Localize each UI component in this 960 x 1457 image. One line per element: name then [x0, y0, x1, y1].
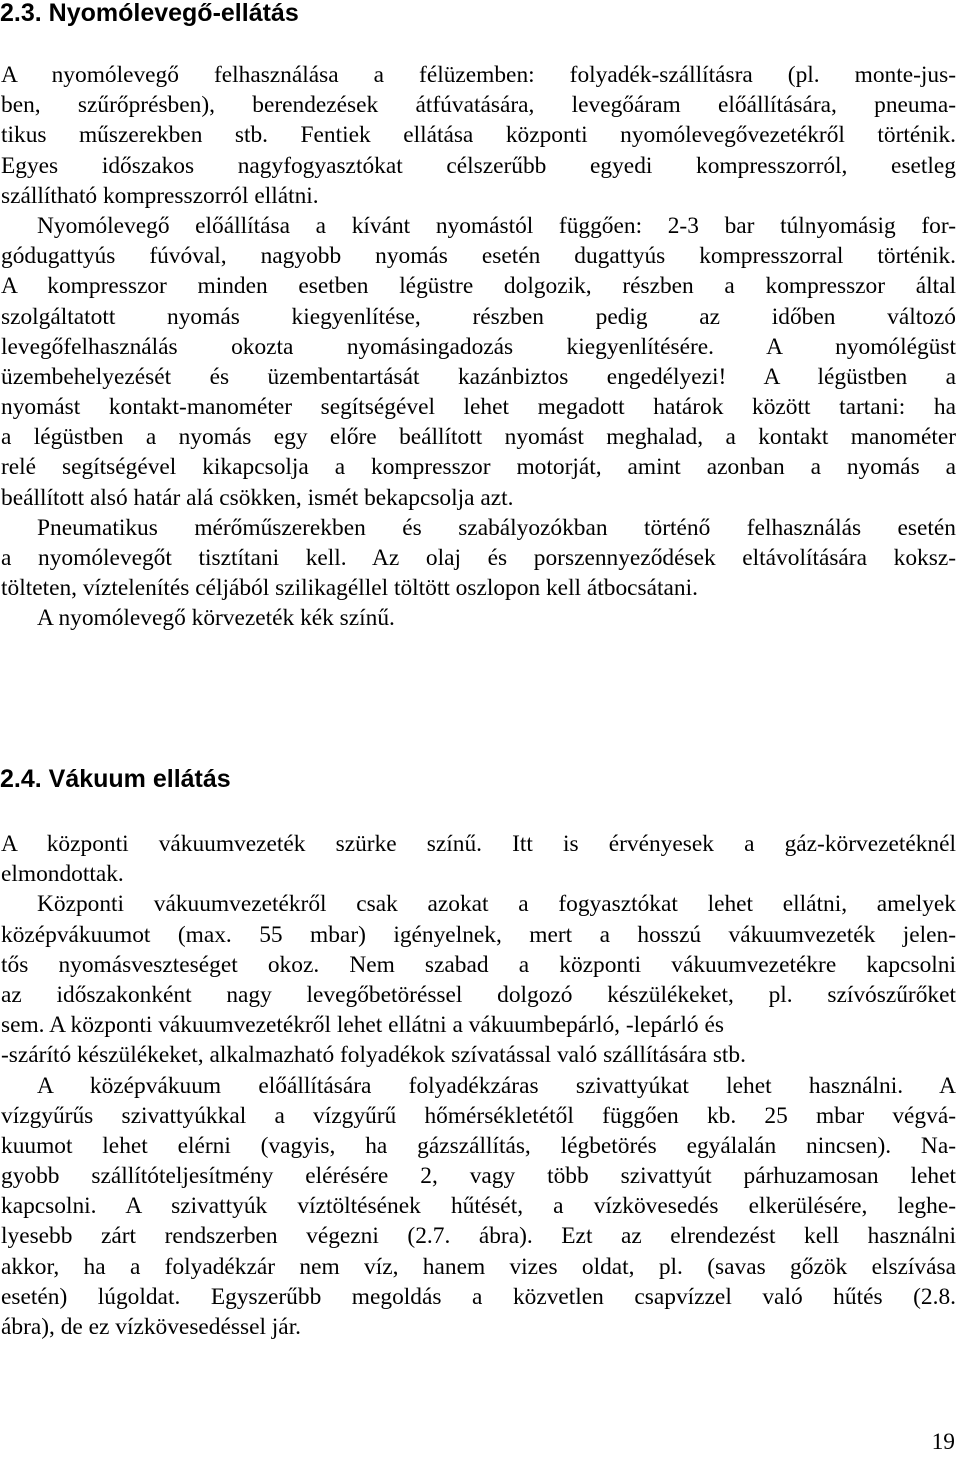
text-line: Pneumatikus mérőműszerekben és szabályozókban történő felhasználás esetén [37, 514, 956, 541]
text-line: A nyomólevegő körvezeték kék színű. [37, 605, 395, 632]
text-line: nyomást kontakt-manométer segítségével lehet megadott határok között tartani: ha [1, 394, 956, 421]
text-line: a légüstben a nyomás egy előre beállított nyomást meghalad, a kontakt manométer [1, 424, 956, 451]
text-line: az időszakonként nagy levegőbetöréssel dolgozó készülékeket, pl. szívószűrőket [1, 981, 956, 1008]
text-line: üzembehelyezését és üzembentartását kazánbiztos engedélyezi! A légüstben a [1, 363, 956, 390]
text-line: esetén) lúgoldat. Egyszerűbb megoldás a közvetlen csapvízzel való hűtés (2.8. [1, 1283, 956, 1310]
text-line: Egyes időszakos nagyfogyasztókat célszerűbb egyedi kompresszorról, esetleg [1, 152, 956, 179]
page-number: 19 [931, 1429, 955, 1455]
text-line: kuumot lehet elérni (vagyis, ha gázszállítás, légbetörés egyálalán nincsen). Na- [1, 1132, 956, 1159]
text-line: gódugattyús fúvóval, nagyobb nyomás esetén dugattyús kompresszorral történik. [1, 243, 956, 270]
section-heading-2-3: 2.3. Nyomólevegő-ellátás [0, 0, 299, 27]
text-line: tős nyomásveszteséget okoz. Nem szabad a központi vákuumvezetékre kapcsolni [1, 951, 956, 978]
text-line: A kompresszor minden esetben légüstre dolgozik, részben a kompresszor által [1, 273, 956, 300]
paragraph-vacuum-supply [1, 829, 956, 1342]
section-heading-2-4: 2.4. Vákuum ellátás [0, 765, 231, 793]
text-line: relé segítségével kikapcsolja a kompresszor motorját, amint azonban a nyomás a [1, 454, 956, 481]
text-line: tölteten, víztelenítés céljából szilikagéllel töltött oszlopon kell átbocsátani. [1, 575, 698, 602]
text-line: levegőfelhasználás okozta nyomásingadozás kiegyenlítésére. A nyomólégüst [1, 333, 956, 360]
text-line: a nyomólevegőt tisztítani kell. Az olaj és porszennyeződések eltávolítására koksz- [1, 545, 956, 571]
text-line: szolgáltatott nyomás kiegyenlítése, részben pedig az időben változó [1, 303, 956, 330]
text-line: középvákuumot (max. 55 mbar) igényelnek, mert a hosszú vákuumvezeték jelen- [1, 921, 956, 948]
text-line: beállított alsó határ alá csökken, ismét bekapcsolja azt. [1, 484, 514, 511]
text-line: kapcsolni. A szivattyúk víztöltésének hűtését, a vízkövesedés elkerülésére, leghe- [1, 1193, 956, 1220]
text-line: vízgyűrűs szivattyúkkal a vízgyűrű hőmérsékletétől függően kb. 25 mbar végvá- [1, 1102, 956, 1129]
text-line: -szárító készülékeket, alkalmazható folyadékok szívatással való szállítására stb. [1, 1042, 746, 1069]
text-line: akkor, ha a folyadékzár nem víz, hanem vizes oldat, pl. (savas gőzök elszívása [1, 1253, 956, 1280]
text-line: A központi vákuumvezeték szürke színű. Itt is érvényesek a gáz-körvezetéknél [1, 831, 956, 857]
text-line: ábra), de ez vízkövesedéssel jár. [1, 1314, 302, 1340]
text-line: Központi vákuumvezetékről csak azokat a fogyasztókat lehet ellátni, amelyek [37, 891, 956, 918]
text-line: A nyomólevegő felhasználása a félüzemben: folyadék-szállításra (pl. monte-jus- [1, 62, 956, 88]
text-line: Nyomólevegő előállítása a kívánt nyomástól függően: 2-3 bar túlnyomásig for- [37, 212, 956, 239]
text-line: lyesebb zárt rendszerben végezni (2.7. ábra). Ezt az elrendezést kell használni [1, 1223, 956, 1250]
text-line: A középvákuum előállítására folyadékzáras szivattyúkat lehet használni. A [37, 1072, 956, 1099]
text-line: szállítható kompresszorról ellátni. [1, 182, 319, 209]
paragraph-compressed-air-uses [1, 60, 956, 634]
text-line: tikus műszerekben stb. Fentiek ellátása központi nyomólevegővezetékről történik. [1, 122, 956, 149]
text-line: elmondottak. [1, 861, 124, 888]
text-line: ben, szűrőprésben), berendezések átfúvatására, levegőáram előállítására, pneuma- [1, 92, 956, 119]
text-line: gyobb szállítóteljesítmény elérésére 2, vagy több szivattyút párhuzamosan lehet [1, 1163, 956, 1190]
text-line: sem. A központi vákuumvezetékről lehet ellátni a vákuumbepárló, -lepárló és [1, 1012, 724, 1039]
